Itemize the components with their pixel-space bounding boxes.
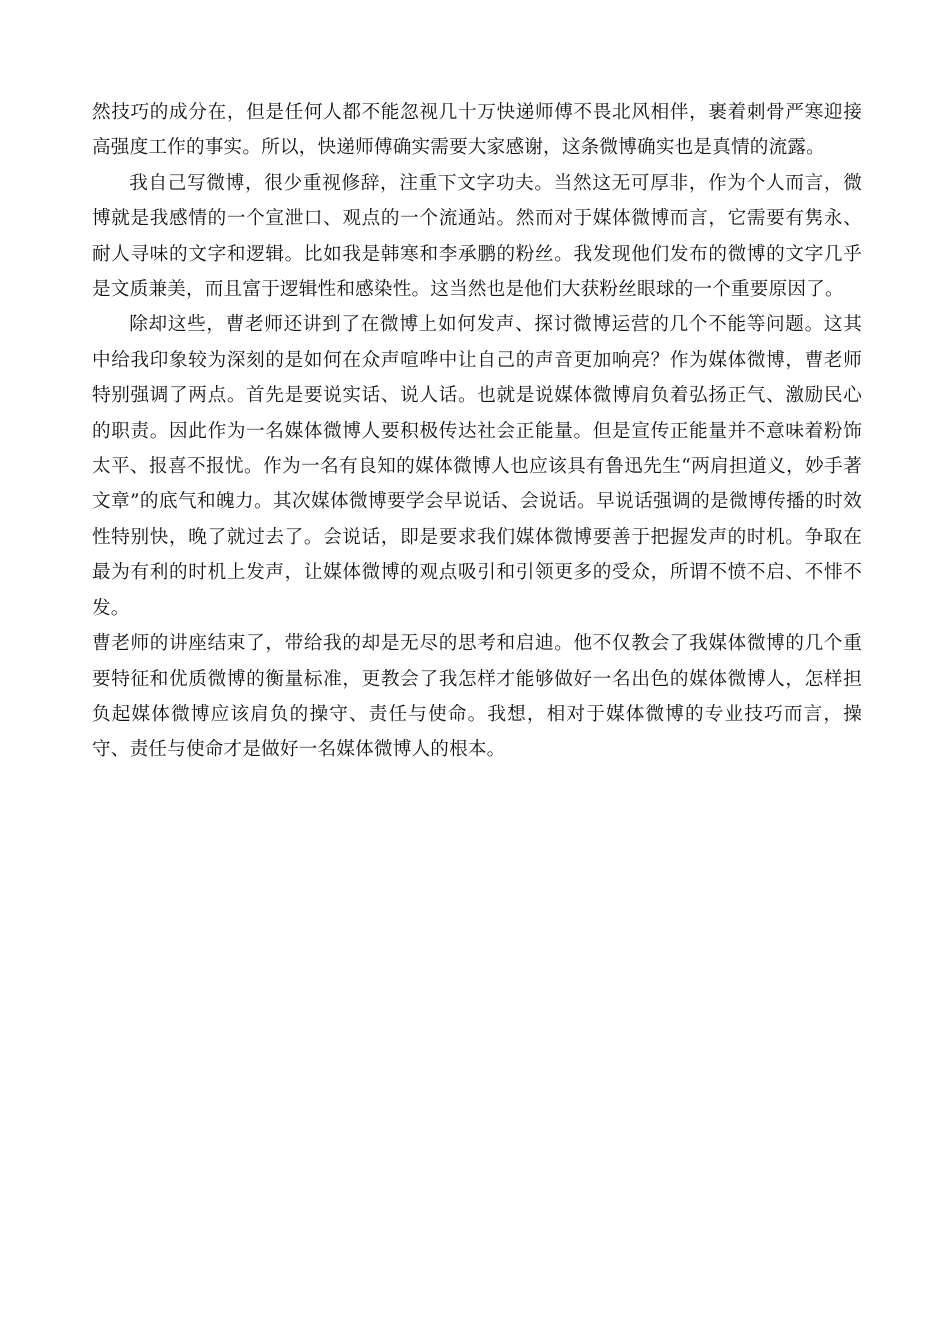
- paragraph-2: 我自己写微博，很少重视修辞，注重下文字功夫。当然这无可厚非，作为个人而言，微博就是我感情的一个宣泄口、观点的一个流通站。然而对于媒体微博而言，它需要有隽永、耐人寻味的文字和逻辑。比如我是韩寒和李承鹏的粉丝。我发现他们发布的微博的文字几乎是文质兼美，而且富于逻辑性和感染性。这当然也是他们大获粉丝眼球的一个重要原因了。: [92, 172, 862, 301]
- paragraph-1: 然技巧的成分在，但是任何人都不能忽视几十万快递师傅不畏北风相伴，裹着刺骨严寒迎接高强度工作的事实。所以，快递师傅确实需要大家感谢，这条微博确实也是真情的流露。: [92, 102, 862, 159]
- document-body: [92, 95, 862, 768]
- paragraph-4: 曹老师的讲座结束了，带给我的却是无尽的思考和启迪。他不仅教会了我媒体微博的几个重要特征和优质微博的衡量标准，更教会了我怎样才能够做好一名出色的媒体微博人，怎样担负起媒体微博应该肩负的操守、责任与使命。我想，相对于媒体微博的专业技巧而言，操守、责任与使命才是做好一名媒体微博人的根本。: [92, 633, 862, 761]
- paragraph-3: 除却这些，曹老师还讲到了在微博上如何发声、探讨微博运营的几个不能等问题。这其中给我印象较为深刻的是如何在众声喧哗中让自己的声音更加响亮？作为媒体微博，曹老师特别强调了两点。首先是要说实话、说人话。也就是说媒体微博肩负着弘扬正气、激励民心的职责。因此作为一名媒体微博人要积极传达社会正能量。但是宣传正能量并不意味着粉饰太平、报喜不报忧。作为一名有良知的媒体微博人也应该具有鲁迅先生“两肩担道义，妙手著文章”的底气和魄力。其次媒体微博要学会早说话、会说话。早说话强调的是微博传播的时效性特别快，晚了就过去了。会说话，即是要求我们媒体微博要善于把握发声的时机。争取在最为有利的时机上发声，让媒体微博的观点吸引和引领更多的受众，所谓不愤不启、不悱不发。: [92, 314, 862, 619]
